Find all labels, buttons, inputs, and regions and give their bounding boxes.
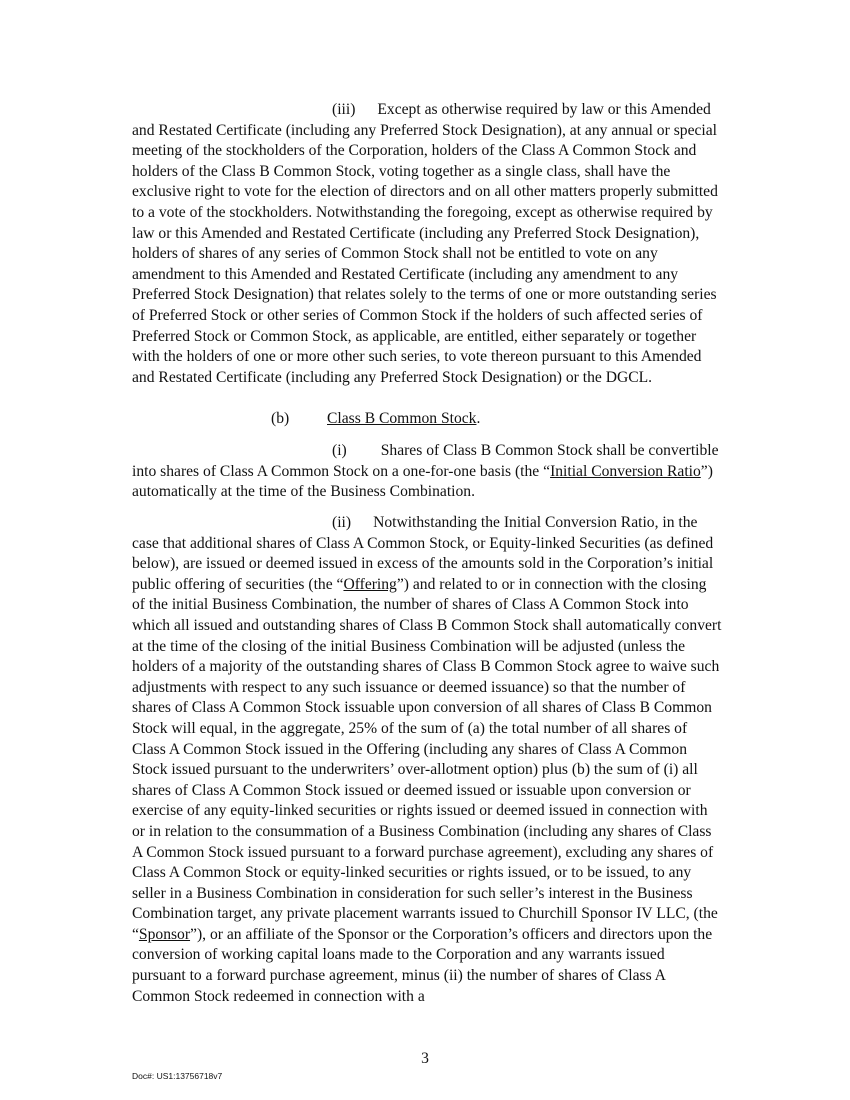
paragraph-ii-text-2: ”) and related to or in connection with the closing of the initial Business Combination, the number of shares of Class A Common Stock into which all issued and outstanding shares of Class B Common Stock shall automatically convert at the time of the closing of the initial Business Combination will be adjusted (unless the holders of a majority of the outstanding shares of Class B Common Stock agree to waive such adjustments with respect to any such issuance or deemed issuance) so that the number of shares of Class A Common Stock issuable upon conversion of all shares of Class B Common Stock will equal, in the aggregate, 25% of the sum of (a) the total number of all shares of Class A Common Stock issued in the Offering (including any shares of Class A Common Stock issued pursuant to the underwriters’ over-allotment option) plus (b) the sum of (i) all shares of Class A Common Stock issued or deemed issued or issuable upon conversion or exercise of any equity-linked securities or rights issued or deemed issued in connection with or in relation to the consummation of a Business Combination (including any shares of Class A Common Stock issued pursuant to a forward purchase agreement), excluding any shares of Class A Common Stock or equity-linked securities or rights issued, or to be issued, to any seller in a Business Combination in consideration for such seller’s interest in the Business Combination target, any private placement warrants issued to Churchill Sponsor IV LLC, (the “ <box>132 575 722 943</box>
paragraph-i <box>132 441 722 503</box>
paragraph-iii <box>132 100 722 388</box>
page-number: 3 <box>421 1050 429 1067</box>
defined-term-initial-conversion-ratio: Initial Conversion Ratio <box>550 462 701 480</box>
paragraph-ii-marker: (ii) <box>332 514 352 531</box>
section-b-marker: (b) <box>271 410 290 427</box>
section-b-title-suffix: . <box>476 410 481 427</box>
paragraph-ii-text-1: Notwithstanding the Initial Conversion Ratio, in the case that additional shares of Class A Common Stock, or Equity-linked Securities (as defined below), are issued or deemed issued in excess of the amounts sold in the Corporation’s initial public offering of securities (the “ <box>132 514 714 593</box>
section-b-title: Class B Common Stock <box>327 410 477 427</box>
paragraph-i-marker: (i) <box>332 442 347 459</box>
paragraph-iii-text: Except as otherwise required by law or this Amended and Restated Certificate (including any Preferred Stock Designation), at any annual or special meeting of the stockholders of the Corporation, holders of the Class A Common Stock and holders of the Class B Common Stock, voting together as a single class, shall have the exclusive right to vote for the election of directors and on all other matters properly submitted to a vote of the stockholders. Notwithstanding the foregoing, except as otherwise required by law or this Amended and Restated Certificate (including any Preferred Stock Designation), holders of shares of any series of Common Stock shall not be entitled to vote on any amendment to this Amended and Restated Certificate (including any amendment to any Preferred Stock Designation) that relates solely to the terms of one or more outstanding series of Preferred Stock or other series of Common Stock if the holders of such affected series of Preferred Stock or Common Stock, as applicable, are entitled, either separately or together with the holders of one or more other such series, to vote thereon pursuant to this Amended and Restated Certificate (including any Preferred Stock Designation) or the DGCL. <box>132 101 718 386</box>
paragraph-i-text-before: Shares of Class B Common Stock shall be convertible into shares of Class A Common Stock on a one-for-one basis (the “ <box>132 442 719 480</box>
paragraph-iii-marker: (iii) <box>332 101 356 118</box>
paragraph-ii-text-3: ”), or an affiliate of the Sponsor or the Corporation’s officers and directors upon the conversion of working capital loans made to the Corporation and any warrants issued pursuant to a forward purchase agreement, minus (ii) the number of shares of Class A Common Stock redeemed in connection with a <box>132 925 713 1005</box>
paragraph-i-text-after: ”) automatically at the time of the Business Combination. <box>132 462 713 501</box>
paragraph-ii <box>132 513 722 1007</box>
section-b-heading <box>271 409 480 430</box>
defined-term-sponsor: Sponsor <box>138 925 191 943</box>
document-id: Doc#: US1:13756718v7 <box>132 1071 223 1081</box>
defined-term-offering: Offering <box>343 575 397 593</box>
